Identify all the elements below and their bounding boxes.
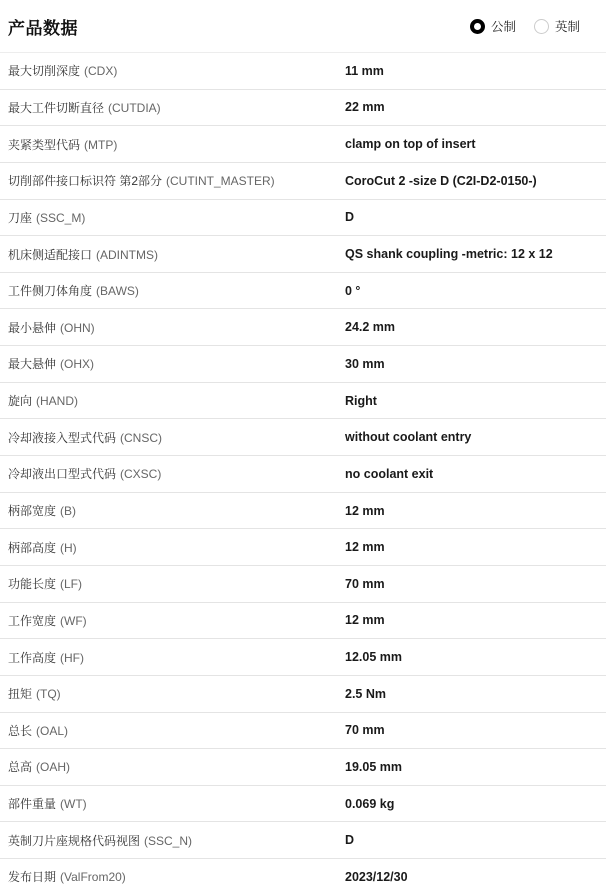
row-label — [8, 539, 345, 556]
row-label-text: 部件重量 — [8, 797, 57, 812]
row-value: 2023/12/30 — [345, 869, 408, 884]
row-label — [8, 282, 345, 299]
table-row — [0, 90, 606, 127]
row-label-text: 工件侧刀体角度 — [8, 284, 93, 299]
row-value: 12 mm — [345, 540, 385, 555]
row-label-text: 最大工件切断直径 — [8, 100, 105, 115]
row-value: 30 mm — [345, 356, 385, 371]
table-row — [0, 346, 606, 383]
row-label — [8, 868, 345, 885]
row-label — [8, 758, 345, 775]
product-data-table — [0, 52, 606, 895]
table-row — [0, 566, 606, 603]
unit-toggle-group — [470, 17, 580, 35]
table-row — [0, 236, 606, 273]
row-label — [8, 795, 345, 812]
row-parameter-code: (MTP) — [84, 137, 118, 152]
row-parameter-code: (CUTINT_MASTER) — [166, 174, 275, 189]
table-row — [0, 53, 606, 90]
row-label — [8, 649, 345, 666]
row-label — [8, 429, 345, 446]
table-row — [0, 493, 606, 530]
radio-unselected-icon — [534, 19, 549, 34]
row-label-text: 最大切削深度 — [8, 64, 81, 79]
table-row — [0, 676, 606, 713]
row-parameter-code: (LF) — [60, 577, 83, 592]
radio-metric-label: 公制 — [490, 20, 516, 34]
row-label — [8, 62, 345, 79]
row-parameter-code: (H) — [60, 540, 77, 555]
row-parameter-code: (WF) — [60, 613, 87, 628]
row-value: 19.05 mm — [345, 759, 402, 774]
row-label — [8, 832, 345, 849]
row-parameter-code: (HF) — [60, 650, 85, 665]
row-parameter-code: (CNSC) — [120, 430, 163, 445]
table-row — [0, 456, 606, 493]
page-header — [0, 0, 606, 52]
radio-imperial[interactable] — [534, 17, 580, 35]
table-row — [0, 273, 606, 310]
row-parameter-code: (SSC_N) — [144, 833, 193, 848]
row-value: 0.069 kg — [345, 796, 395, 811]
row-label-text: 英制刀片座规格代码视图 — [8, 833, 141, 848]
row-label-text: 总长 — [8, 723, 33, 738]
row-parameter-code: (CUTDIA) — [108, 100, 161, 115]
table-row — [0, 529, 606, 566]
row-label-text: 最大悬伸 — [8, 357, 57, 372]
row-parameter-code: (ValFrom20) — [60, 870, 126, 885]
table-row — [0, 749, 606, 786]
row-label-text: 扭矩 — [8, 687, 33, 702]
row-label-text: 发布日期 — [8, 870, 57, 885]
row-value: 70 mm — [345, 723, 385, 738]
table-row — [0, 786, 606, 823]
row-label — [8, 502, 345, 519]
row-label — [8, 392, 345, 409]
table-row — [0, 419, 606, 456]
table-row — [0, 126, 606, 163]
table-row — [0, 383, 606, 420]
row-label — [8, 136, 345, 153]
row-value: no coolant exit — [345, 466, 434, 481]
row-value: Right — [345, 393, 377, 408]
row-value: 22 mm — [345, 100, 385, 115]
row-label-text: 总高 — [8, 760, 33, 775]
row-label-text: 柄部宽度 — [8, 504, 57, 518]
radio-imperial-label: 英制 — [554, 20, 580, 34]
row-label — [8, 319, 345, 336]
row-value: QS shank coupling -metric: 12 x 12 — [345, 247, 553, 262]
row-parameter-code: (BAWS) — [96, 284, 139, 299]
row-parameter-code: (ADINTMS) — [96, 247, 159, 262]
row-parameter-code: (CDX) — [84, 64, 118, 79]
row-label — [8, 465, 345, 482]
row-value: D — [345, 210, 355, 225]
table-row — [0, 822, 606, 859]
page-title: 产品数据 — [8, 18, 78, 38]
row-label-text: 工作宽度 — [8, 613, 57, 628]
row-value: CoroCut 2 -size D (C2I-D2-0150-) — [345, 173, 537, 188]
table-row — [0, 859, 606, 895]
row-value: without coolant entry — [345, 430, 472, 445]
row-value: D — [345, 833, 355, 848]
row-label-text: 夹紧类型代码 — [8, 137, 81, 152]
row-parameter-code: (B) — [60, 504, 77, 518]
table-row — [0, 603, 606, 640]
row-label-text: 工作高度 — [8, 650, 57, 665]
row-parameter-code: (CXSC) — [120, 467, 162, 482]
row-parameter-code: (OHN) — [60, 320, 95, 335]
row-label-text: 刀座 — [8, 210, 33, 225]
row-label-text: 冷却液接入型式代码 — [8, 430, 117, 445]
row-label — [8, 172, 345, 189]
row-label-text: 冷却液出口型式代码 — [8, 467, 117, 482]
row-label-text: 柄部高度 — [8, 540, 57, 555]
table-row — [0, 200, 606, 237]
row-parameter-code: (HAND) — [36, 394, 79, 409]
row-value: clamp on top of insert — [345, 137, 476, 152]
row-label — [8, 99, 345, 116]
row-label — [8, 685, 345, 702]
row-label — [8, 355, 345, 372]
radio-selected-icon — [470, 19, 485, 34]
row-parameter-code: (TQ) — [36, 687, 61, 702]
row-value: 0 ° — [345, 283, 361, 298]
row-parameter-code: (OAL) — [36, 723, 69, 738]
row-value: 70 mm — [345, 576, 385, 591]
row-label — [8, 575, 345, 592]
row-value: 12 mm — [345, 613, 385, 628]
row-label — [8, 246, 345, 263]
row-parameter-code: (OAH) — [36, 760, 71, 775]
row-label-text: 最小悬伸 — [8, 320, 57, 335]
table-row — [0, 309, 606, 346]
radio-metric[interactable] — [470, 17, 516, 35]
row-label-text: 机床侧适配接口 — [8, 247, 93, 262]
row-label-text: 旋向 — [8, 394, 33, 409]
row-label — [8, 612, 345, 629]
row-value: 11 mm — [345, 63, 384, 78]
row-value: 12.05 mm — [345, 650, 402, 665]
row-parameter-code: (OHX) — [60, 357, 95, 372]
row-parameter-code: (WT) — [60, 797, 87, 812]
table-row — [0, 713, 606, 750]
row-value: 24.2 mm — [345, 320, 396, 335]
row-label-text: 功能长度 — [8, 577, 57, 592]
row-value: 12 mm — [345, 503, 385, 518]
row-value: 2.5 Nm — [345, 686, 386, 701]
row-label — [8, 209, 345, 226]
table-row — [0, 639, 606, 676]
table-row — [0, 163, 606, 200]
row-label — [8, 722, 345, 739]
row-label-text: 切削部件接口标识符 第2部分 — [8, 174, 163, 189]
row-parameter-code: (SSC_M) — [36, 210, 86, 225]
